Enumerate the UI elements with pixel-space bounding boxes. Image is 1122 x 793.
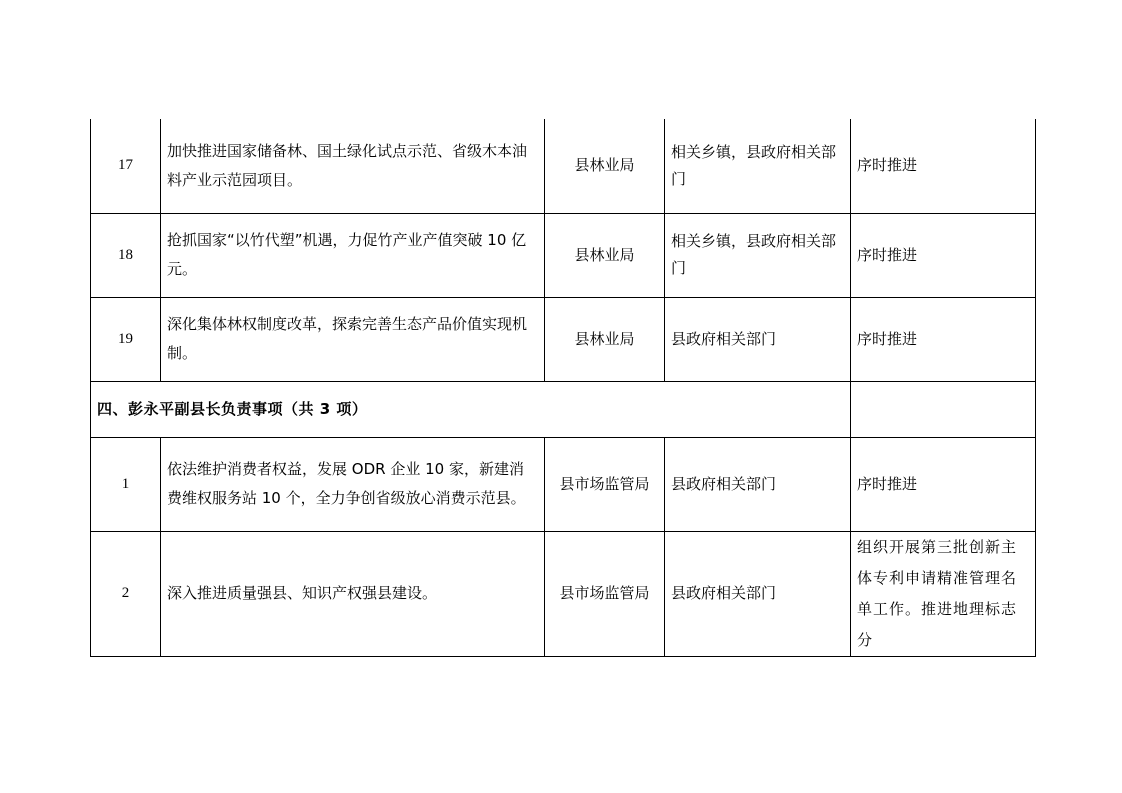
task-text: 抢抓国家“以竹代塑”机遇，力促竹产业产值突破 10 亿元。 [167, 231, 527, 278]
row-number: 1 [91, 437, 161, 531]
table-row [91, 213, 1036, 297]
lead-unit-cell: 县林业局 [545, 297, 665, 381]
schedule-cell [851, 297, 1036, 381]
cooperating-unit-text: 县政府相关部门 [671, 584, 777, 602]
task-table [90, 119, 1036, 657]
lead-unit-cell: 县林业局 [545, 119, 665, 213]
lead-unit-cell: 县市场监管局 [545, 531, 665, 656]
table-row [91, 297, 1036, 381]
schedule-cell [851, 213, 1036, 297]
cooperating-unit-cell [665, 297, 851, 381]
schedule-text: 序时推进 [857, 329, 918, 348]
schedule-text: 序时推进 [857, 245, 918, 264]
table-row [91, 437, 1036, 531]
row-number: 2 [91, 531, 161, 656]
section-empty-cell [851, 381, 1036, 437]
task-text: 深化集体林权制度改革，探索完善生态产品价值实现机制。 [167, 315, 528, 362]
row-number: 19 [91, 297, 161, 381]
row-number: 17 [91, 119, 161, 213]
task-cell [161, 119, 545, 213]
row-number: 18 [91, 213, 161, 297]
task-cell [161, 297, 545, 381]
schedule-cell [851, 437, 1036, 531]
cooperating-unit-cell [665, 437, 851, 531]
task-text: 加快推进国家储备林、国土绿化试点示范、省级木本油料产业示范园项目。 [167, 141, 528, 189]
cooperating-unit-text: 县政府相关部门 [671, 474, 777, 493]
cooperating-unit-cell [665, 213, 851, 297]
section-title: 四、彭永平副县长负责事项（共 3 项） [91, 381, 851, 437]
lead-unit-cell: 县林业局 [545, 213, 665, 297]
cooperating-unit-text: 县政府相关部门 [671, 329, 777, 348]
section-header-row [91, 381, 1036, 437]
task-cell [161, 213, 545, 297]
table-row [91, 531, 1036, 656]
schedule-text: 序时推进 [857, 156, 918, 175]
task-text: 依法维护消费者权益，发展 ODR 企业 10 家，新建消费维权服务站 10 个，全力争创省级放心消费示范县。 [167, 460, 526, 507]
task-text: 深入推进质量强县、知识产权强县建设。 [167, 584, 438, 602]
schedule-cell [851, 119, 1036, 213]
task-cell [161, 531, 545, 656]
cooperating-unit-cell [665, 119, 851, 213]
table-row [91, 119, 1036, 213]
task-cell [161, 437, 545, 531]
schedule-text: 序时推进 [857, 474, 918, 493]
cooperating-unit-text: 相关乡镇，县政府相关部门 [671, 142, 837, 188]
schedule-cell [851, 531, 1036, 656]
lead-unit-cell: 县市场监管局 [545, 437, 665, 531]
cooperating-unit-cell [665, 531, 851, 656]
schedule-text: 组织开展第三批创新主体专利申请精准管理名单工作。推进地理标志分 [857, 537, 1018, 649]
cooperating-unit-text: 相关乡镇，县政府相关部门 [671, 232, 837, 277]
